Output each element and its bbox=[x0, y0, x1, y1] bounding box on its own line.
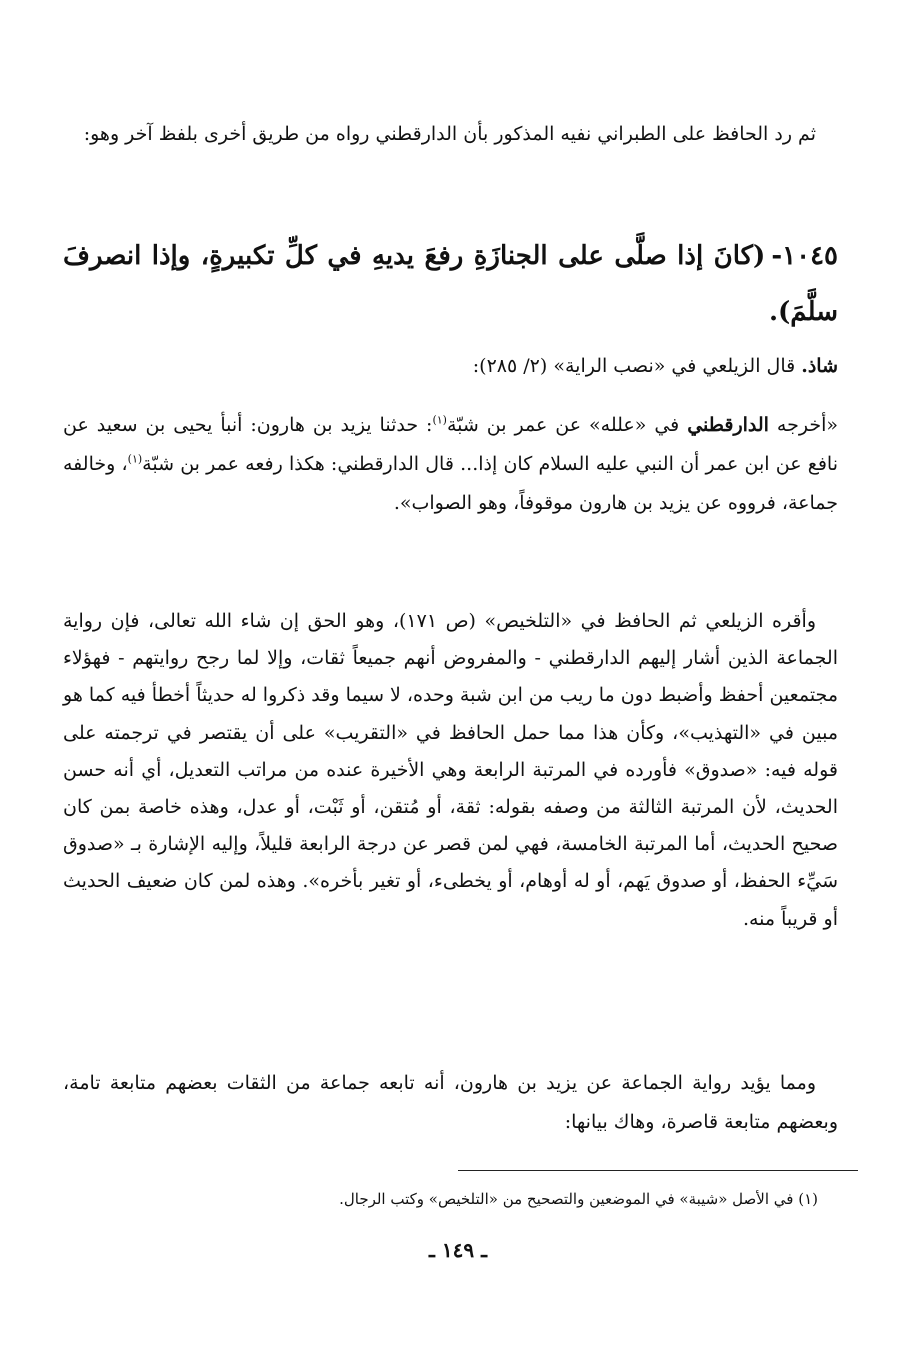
quote-source: الدارقطني bbox=[687, 414, 769, 436]
hadith-text bbox=[63, 228, 838, 340]
intro-paragraph: ثم رد الحافظ على الطبراني نفيه المذكور بأن الدارقطني رواه من طريق أخرى بلفظ آخر وهو: bbox=[83, 123, 816, 145]
quote-open: «أخرجه bbox=[776, 414, 838, 436]
verdict-line bbox=[63, 348, 838, 384]
footnote-divider bbox=[458, 1170, 858, 1171]
main-paragraph: وأقره الزيلعي ثم الحافظ في «التلخيص» (ص ١٧١)، وهو الحق إن شاء الله تعالى، فإن رواية الجماعة الذين أشار إليهم الدارقطني - والمفروض أنهم جميعاً ثقات، وإلا لما رجح روايتهم - فهؤلاء مجتمعين أحفظ وأضبط دون ما ريب من ابن شبة وحده، لا سيما وقد ذكروا له حديثاً أخطأ فيه كما هو مبين في «التهذيب»، وكأن هذا مما حمل الحافظ في «التقريب» على أن يقتصر في ترجمته على قوله فيه: «صدوق» فأورده في المرتبة الرابعة وهي الأخيرة عنده من مراتب التعديل، أي أنه حسن الحديث، لأن المرتبة الثالثة من وصفه بقوله: ثقة، أو مُتقن، أو ثَبْت، أو عدل، وهذه خاصة بمن كان صحيح الحديث، أما المرتبة الخامسة، فهي لمن قصر عن درجة الرابعة قليلاً، وإليه الإشارة بـ «صدوق سَيِّء الحفظ، أو صدوق يَهم، أو له أوهام، أو يخطىء، أو تغير بأخره». وهذه لمن كان ضعيف الحديث أو قريباً منه. bbox=[63, 610, 838, 930]
quote-part-1: في «علله» عن عمر بن شبّة bbox=[446, 414, 680, 436]
hadith-number: ١٠٤٥- bbox=[771, 241, 838, 271]
footnote-marker-2: (١) bbox=[127, 452, 143, 466]
last-paragraph: ومما يؤيد رواية الجماعة عن يزيد بن هارون، أنه تابعه جماعة من الثقات بعضهم متابعة تامة، وبعضهم متابعة قاصرة، وهاك بيانها: bbox=[63, 1072, 838, 1133]
footnote: (١) في الأصل «شيبة» في الموضعين والتصحيح من «التلخيص» وكتب الرجال. bbox=[339, 1190, 818, 1208]
footnote-marker-1: (١) bbox=[432, 413, 447, 427]
zaylai-quote bbox=[63, 406, 838, 523]
verdict-text: قال الزيلعي في «نصب الراية» (٢/ ٢٨٥): bbox=[472, 355, 796, 377]
quote-part-3: ، وخالفه جماعة، فرووه عن يزيد بن هارون موقوفاً، وهو الصواب». bbox=[63, 453, 838, 514]
hadith-matn: (كانَ إذا صلَّى على الجنازَةِ رفعَ يديهِ في كلِّ تكبيرةٍ، وإذا انصرفَ سلَّمَ). bbox=[63, 241, 838, 327]
quote-part-2: : حدثنا يزيد بن هارون: أنبأ يحيى بن سعيد عن نافع عن ابن عمر أن النبي عليه السلام كان إذا... قال الدارقطني: هكذا رفعه عمر بن شبّة bbox=[63, 414, 838, 475]
page-number: ـ ١٤٩ ـ bbox=[429, 1238, 487, 1262]
hadith-grade: شاذ. bbox=[801, 355, 838, 377]
